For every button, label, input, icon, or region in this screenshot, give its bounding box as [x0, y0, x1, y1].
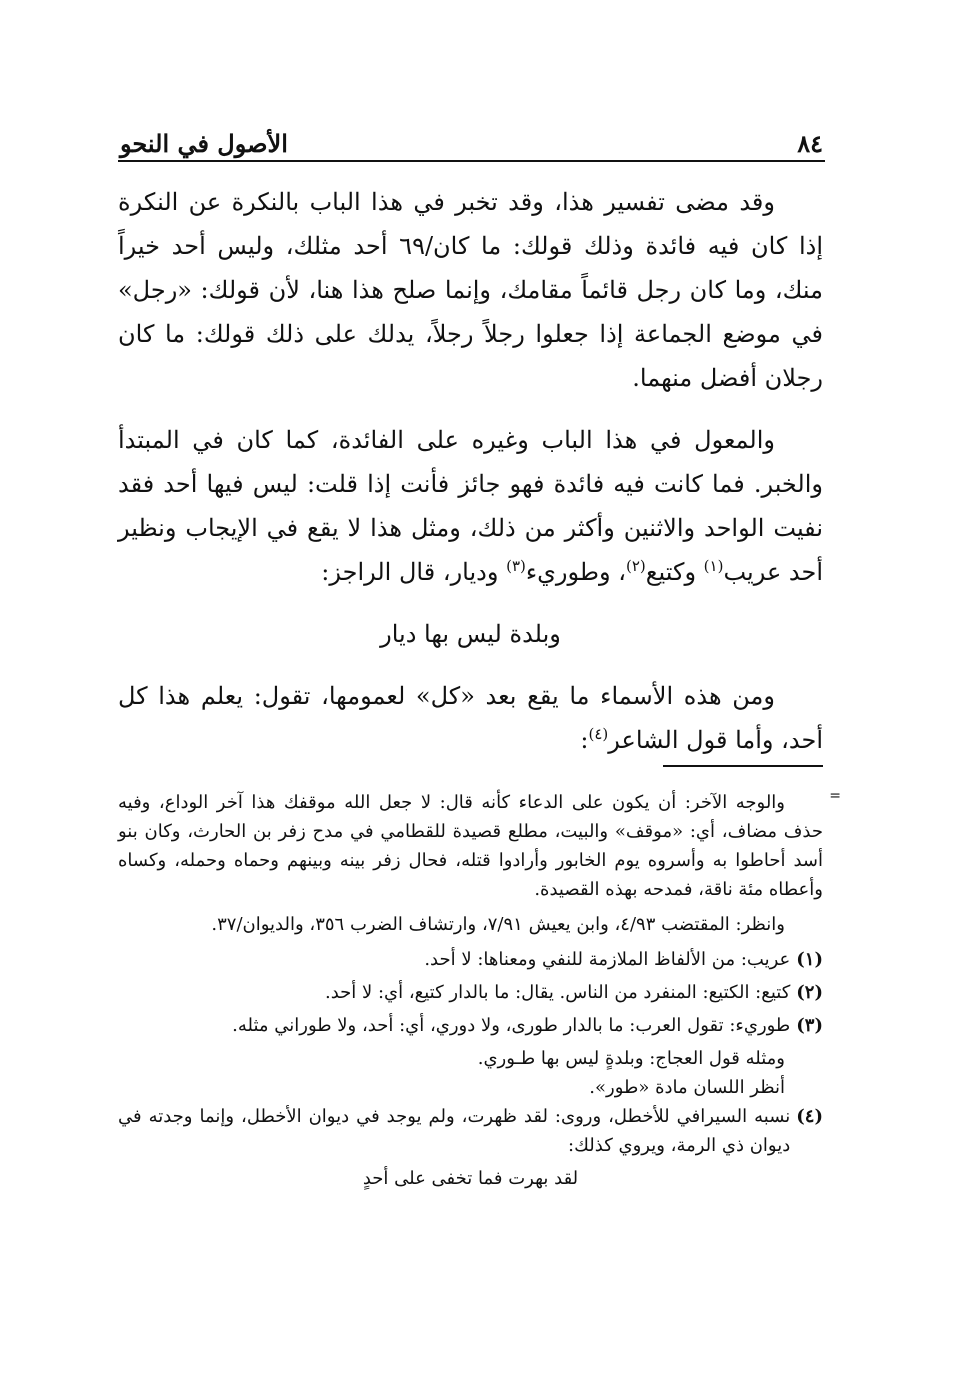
- continuation-mark: =: [829, 788, 841, 804]
- paragraph-2-text-c: ، وطوريء: [525, 558, 626, 586]
- paragraph-2-text-b: وكتيع: [645, 558, 704, 586]
- page-number: ٨٤: [797, 129, 823, 158]
- footnote-4-verse: لقد بهرت فما تخفى على أحدٍ: [362, 1168, 579, 1189]
- running-title: الأصول في النحو: [120, 129, 288, 158]
- footnote-2-label: (٢): [796, 982, 823, 1003]
- paragraph-3-text-b: :: [580, 726, 589, 754]
- footnote-2-text: كتيع: الكتيع: المنفرد من الناس. يقال: ما بالدار كتيع، أي: لا أحد.: [324, 982, 791, 1003]
- footnote-4-text: نسبه السيرافي للأخطل، وروى: لقد ظهرت، ولم يوجد في ديوان الأخطل، وإنما وجدته في ديوان ذي الرمة، ويروي كذلك:: [118, 1106, 791, 1156]
- header-divider: [118, 160, 825, 162]
- footnote-divider: [663, 765, 823, 767]
- footnote-4-label: (٤): [796, 1106, 823, 1127]
- paragraph-3: [118, 674, 823, 762]
- footnote-3-text: طوريء: تقول العرب: ما بالدار طورى، ولا دوري، أي: أحد، ولا طوراني مثله.: [232, 1015, 791, 1036]
- footnote-continuation-1: والوجه الآخر: أن يكون على الدعاء كأنه قال: لا جعل الله موقفك هذا آخر الوداع، وفيه حذف مضاف، أي: «موقف» والبيت، مطلع قصيدة للقطامي في مدح زفر بن الحارث، وكان بنو أسد أحاطوا به وأسروه يوم الخابور وأرادوا قتله، فحال زفر بينه وبينهم وحماه وحمله، وكساه وأعطاه مئة ناقة، فمدحه بهذه القصيدة.: [118, 792, 823, 900]
- footnote-3-line-2: ومثله قول العجاج: وبلدةٍ ليس بها طـوري.: [477, 1048, 785, 1069]
- main-text: [118, 180, 823, 780]
- verse-line: وبلدة ليس بها ديار: [380, 620, 561, 648]
- footnote-3: [118, 1011, 823, 1040]
- paragraph-2-text-d: وديار، قال الراجز:: [321, 558, 507, 586]
- footnote-ref-1: (١): [703, 557, 724, 575]
- footnotes: [118, 788, 823, 1193]
- footnote-1: [118, 945, 823, 974]
- paragraph-3-text-a: ومن هذه الأسماء ما يقع بعد «كل» لعمومها، تقول: يعلم هذا كل أحد، وأما قول الشاعر: [118, 682, 823, 754]
- footnote-3-label: (٣): [796, 1015, 823, 1036]
- footnote-4: [118, 1102, 823, 1160]
- footnote-ref-3: (٣): [506, 557, 526, 575]
- footnote-3-line-3: أنظر اللسان مادة «طور».: [589, 1077, 785, 1098]
- footnote-ref-4: (٤): [588, 725, 609, 743]
- page-header: [120, 118, 823, 158]
- paragraph-2: [118, 418, 823, 594]
- footnote-ref-2: (٢): [625, 557, 646, 575]
- footnote-1-text: عريب: من الألفاظ الملازمة للنفي ومعناها: لا أحد.: [424, 949, 791, 970]
- paragraph-1: وقد مضى تفسير هذا، وقد تخبر في هذا الباب بالنكرة عن النكرة إذا كان فيه فائدة وذلك قولك: ما كان/٦٩ أحد مثلك، وليس أحد خيراً منك، وما كان رجل قائماً مقامك، وإنما صلح هذا هنا، لأن قولك: «رجل» في موضع الجماعة إذا جعلوا رجلاً رجلاً، يدلك على ذلك قولك: ما كان رجلان أفضل منهما.: [118, 188, 823, 392]
- footnote-continuation-2: وانظر: المقتضب ٤/٩٣، وابن يعيش ٧/٩١، وارتشاف الضرب ٣٥٦، والديوان/٣٧.: [211, 914, 785, 935]
- footnote-2: [118, 978, 823, 1007]
- footnote-1-label: (١): [796, 949, 823, 970]
- paragraph-2-text-a: والمعول في هذا الباب وغيره على الفائدة، كما كان في المبتدأ والخبر. فما كانت فيه فائدة فهو جائز فأنت إذا قلت: ليس فيها أحد فقد نفيت الواحد والاثنين وأكثر من ذلك، ومثل هذا لا يقع في الإيجاب ونظير أحد عريب: [118, 426, 823, 586]
